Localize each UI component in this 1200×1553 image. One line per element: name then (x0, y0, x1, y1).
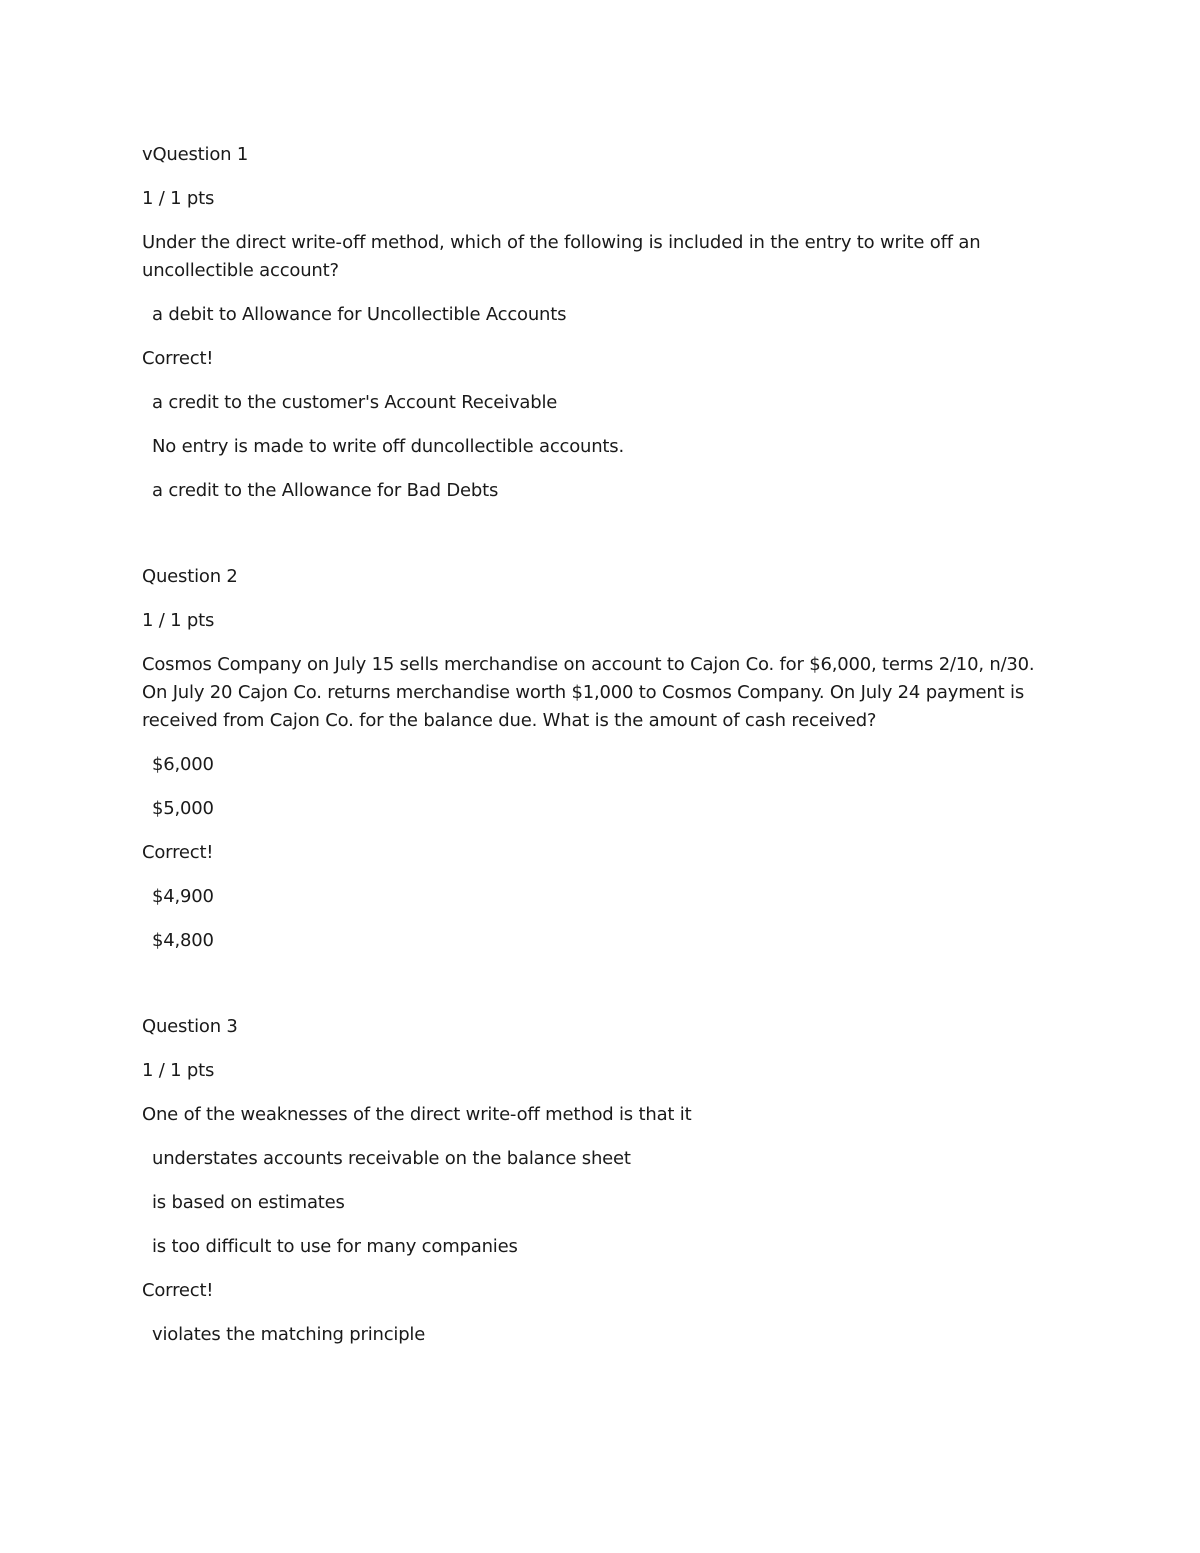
answer-option: $4,800 (152, 930, 214, 951)
question-points: 1 / 1 pts (142, 610, 215, 631)
correct-label: Correct! (142, 348, 214, 369)
question-title: Question 3 (142, 1016, 238, 1037)
correct-label: Correct! (142, 842, 214, 863)
answer-option: a credit to the Allowance for Bad Debts (152, 480, 499, 501)
answer-option: $4,900 (152, 886, 214, 907)
question-text: Cosmos Company on July 15 sells merchandise on account to Cajon Co. for $6,000, terms 2/10, n/30. On July 20 Cajon Co. returns merchandise worth $1,000 to Cosmos Company. On July 24 payment is received from Cajon Co. for the balance due. What is the amount of cash received? (142, 654, 1035, 731)
question-2 (142, 563, 1062, 955)
answer-option: is based on estimates (152, 1192, 345, 1213)
quiz-content (142, 141, 1062, 1407)
question-title: vQuestion 1 (142, 144, 249, 165)
question-text: One of the weaknesses of the direct write-off method is that it (142, 1104, 692, 1125)
question-points: 1 / 1 pts (142, 188, 215, 209)
answer-option: is too difficult to use for many companies (152, 1236, 518, 1257)
answer-option: $6,000 (152, 754, 214, 775)
answer-option: violates the matching principle (152, 1324, 426, 1345)
question-text: Under the direct write-off method, which of the following is included in the entry to write off an uncollectible account? (142, 232, 981, 281)
question-1 (142, 141, 1062, 505)
question-3 (142, 1013, 1062, 1349)
answer-option: understates accounts receivable on the balance sheet (152, 1148, 631, 1169)
correct-label: Correct! (142, 1280, 214, 1301)
question-points: 1 / 1 pts (142, 1060, 215, 1081)
question-title: Question 2 (142, 566, 238, 587)
answer-option: No entry is made to write off duncollectible accounts. (152, 436, 624, 457)
answer-option: a credit to the customer's Account Receivable (152, 392, 558, 413)
answer-option: $5,000 (152, 798, 214, 819)
answer-option: a debit to Allowance for Uncollectible Accounts (152, 304, 567, 325)
